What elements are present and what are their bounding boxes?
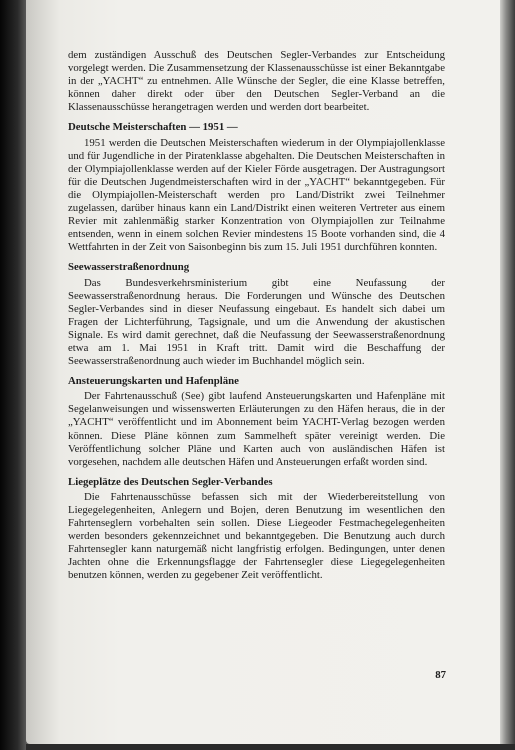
section-heading-liegeplaetze: Liegeplätze des Deutschen Segler-Verbandes — [68, 475, 273, 488]
section-paragraph-seewasserstrassenordnung: Das Bundesverkehrsministerium gibt eine Neufassung der Seewasserstraßenordnung heraus. Die Forderungen und Wünsche des Deutschen Segler-Verbandes sind in dieser Neufassung eingebaut. Es handelt sich dabei um Fragen der Lichterführung, Tagsignale, und um die Anwendung der akustischen Signale. Es wird damit gerechnet, daß die Neufassung der Seewasserstraßenordnung etwa am 1. Mai 1951 in Kraft tritt. Damit wird die Beschaffung der Seewasserstraßenordnung auch wieder im Buchhandel möglich sein. — [68, 276, 445, 368]
intro-paragraph: dem zuständigen Ausschuß des Deutschen Segler-Verbandes zur Entscheidung vorgelegt werden. Die Zusammensetzung der Klassenausschüsse ist einer Bekanntgabe in der „YACHT“ zu entnehmen. Alle Wünsche der Segler, die eine Klasse betreffen, können daher direkt oder über den Deutschen Segler-Verband an die Klassenausschüsse herangetragen werden und werden dort bearbeitet. — [68, 49, 445, 114]
section-paragraph-ansteuerungskarten: Der Fahrtenausschuß (See) gibt laufend Ansteuerungskarten und Hafenpläne mit Segelanweisungen und wissenswerten Erläuterungen zu den Häfen heraus, die in der „YACHT“ veröffentlicht und im Abonnement beim YACHT-Verlag bezogen werden können. Diese Pläne können zum Sammelheft später vereinigt werden. Die Veröffentlichung solcher Pläne und Karten auch von ausländischen Häfen ist vorgesehen, nachdem alle deutschen Häfen und Ansteuerungen erfaßt worden sind. — [68, 390, 445, 468]
section-paragraph-liegeplaetze: Die Fahrtenausschüsse befassen sich mit der Wiederbereitstellung von Liegegelegenheiten, Anlegern und Bojen, deren Benutzung im wesentlichen den Fahrtenseglern vorbehalten sein sollen. Diese Liegeoder Festmachegelegenheiten werden besonders gekennzeichnet und bekanntgegeben. Die Benutzung auch durch Fahrtensegler kann naturgemäß nicht langfristig erfolgen. Bedingungen, unter denen Jachten ohne die Erkennungsflagge der Fahrtensegler diese Liegegelegenheiten benutzen können, werden zu gegebener Zeit veröffentlicht. — [68, 490, 445, 582]
page-bottom-shadow — [26, 744, 515, 750]
section-paragraph-meisterschaften: 1951 werden die Deutschen Meisterschaften wiederum in der Olympiajollenklasse und für Jugendliche in der Piratenklasse abgehalten. Die Deutschen Meisterschaften in der Olympiajollenklasse werden auf der Kieler Förde ausgetragen. Der Austragungsort für die Deutschen Jugendmeisterschaften wird in der „YACHT“ bekanntgegeben. Für die Olympiajollen-Meisterschaft werden pro Land/Distrikt zwei Teilnehmer zugelassen, darüber hinaus kann ein Land/Distrikt einen weiteren Vertreter aus einem Revier mit zahlenmäßig starker Konzentration von Olympiajollen zur Teilnahme entsenden, wenn in einem solchen Revier mindestens 15 Boote vorhanden sind, die 4 Wettfahrten in der Zeit von Saisonbeginn bis zum 15. Juli 1951 durchführen konnten. — [68, 136, 445, 254]
section-heading-ansteuerungskarten: Ansteuerungskarten und Hafenpläne — [68, 375, 239, 388]
section-heading-seewasserstrassenordnung: Seewasserstraßenordnung — [68, 261, 190, 274]
page-text-column — [68, 49, 445, 583]
section-heading-meisterschaften: Deutsche Meisterschaften — 1951 — — [68, 121, 238, 134]
page-edge-shadow — [500, 0, 515, 750]
page-number: 87 — [435, 669, 446, 681]
